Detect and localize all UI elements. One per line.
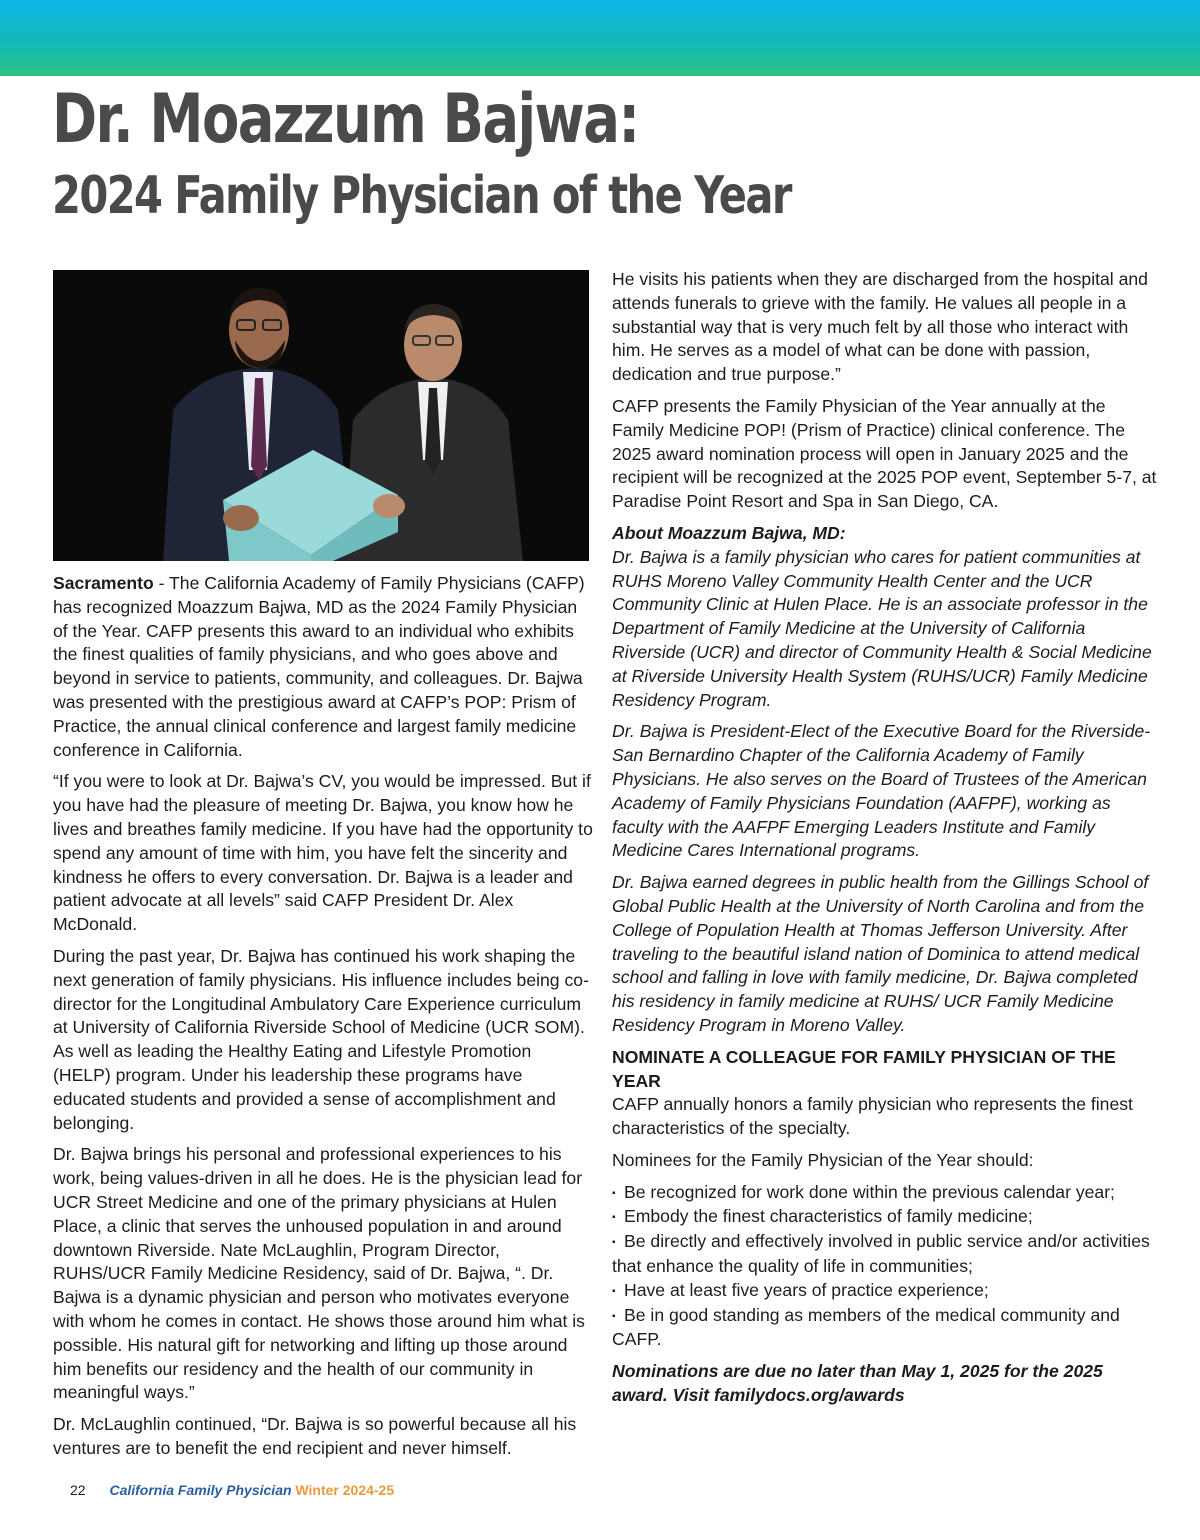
bullet-icon: ▪ xyxy=(612,1212,616,1224)
list-item: ▪ Have at least five years of practice experience; xyxy=(612,1279,1157,1304)
intro-paragraph xyxy=(53,572,593,762)
bullet-icon: ▪ xyxy=(612,1310,616,1322)
nominate-heading: NOMINATE A COLLEAGUE FOR FAMILY PHYSICIAN OF THE YEAR xyxy=(612,1046,1116,1091)
past-year-paragraph: During the past year, Dr. Bajwa has continued his work shaping the next generation of family physicians. His influence includes being co-director for the Longitudinal Ambulatory Care Experience curriculum at University of California Riverside School of Medicine (UCR SOM). As well as leading the Healthy Eating and Lifestyle Promotion (HELP) program. Under his leadership these programs have educated students and provided a sense of accomplishment and belonging. xyxy=(53,945,589,1133)
award-photo-illustration xyxy=(53,270,589,561)
list-item: ▪ Be in good standing as members of the medical community and CAFP. xyxy=(612,1304,1120,1350)
nominate-intro: CAFP annually honors a family physician who represents the finest characteristics of the specialty. xyxy=(612,1094,1133,1139)
mclaughlin-continued-paragraph: Dr. McLaughlin continued, “Dr. Bajwa is so powerful because all his ventures are to benefit the end recipient and never himself. xyxy=(53,1414,577,1458)
award-annual-paragraph: CAFP presents the Family Physician of the Year annually at the Family Medicine POP! (Prism of Practice) clinical conference. The 2025 award nomination process will open in January 2025 and the recipient will be recognized at the 2025 POP event, September 5-7, at Paradise Point Resort and Spa in San Diego, CA. xyxy=(612,395,1157,512)
magazine-title: California Family Physician xyxy=(109,1482,292,1498)
page-footer xyxy=(70,1482,394,1498)
list-item: ▪ Be directly and effectively involved in public service and/or activities that enhance the quality of life in communities; xyxy=(612,1231,1150,1277)
about-paragraph-1: Dr. Bajwa is a family physician who cares for patient communities at RUHS Moreno Valley Community Health Center and the UCR Community Clinic at Hulen Place. He is an associate professor in the Department of Family Medicine at the University of California Riverside (UCR) and director of Community Health & Social Medicine at Riverside University Health System (RUHS/UCR) Family Medicine Residency Program. xyxy=(612,546,1152,710)
intro-text: - The California Academy of Family Physicians (CAFP) has recognized Moazzum Bajwa, MD as the 2024 Family Physician of the Year. CAFP presents this award to an individual who exhibits the finest qualities of family physicians, and who goes above and beyond in service to patients, community, and colleagues. Dr. Bajwa was presented with the prestigious award at CAFP’s POP: Prism of Practice, the annual clinical conference and largest family medicine conference in California. xyxy=(53,573,585,760)
dateline: Sacramento xyxy=(53,573,154,593)
page-number: 22 xyxy=(70,1482,86,1498)
bullet-icon: ▪ xyxy=(612,1237,616,1249)
issue-label: Winter 2024-25 xyxy=(295,1482,395,1498)
about-heading: About Moazzum Bajwa, MD: xyxy=(612,522,846,543)
left-column xyxy=(53,572,593,1469)
award-photo xyxy=(53,270,589,561)
mcdonald-quote-paragraph: “If you were to look at Dr. Bajwa’s CV, you would be impressed. But if you have had the pleasure of meeting Dr. Bajwa, you know how he lives and breathes family medicine. If you have had the opportunity to spend any amount of time with him, you have felt the sincerity and kindness he offers to every conversation. Dr. Bajwa is a leader and patient advocate at all levels” said CAFP President Dr. Alex McDonald. xyxy=(53,771,593,935)
headline-name: Dr. Moazzum Bajwa: xyxy=(52,80,639,159)
about-paragraph-3: Dr. Bajwa earned degrees in public health from the Gillings School of Global Public Health at the University of North Carolina and from the College of Population Health at Thomas Jefferson University. After traveling to the beautiful island nation of Dominica to attend medical school and falling in love with family medicine, Dr. Bajwa completed his residency in family medicine at RUHS/ UCR Family Medicine Residency Program in Moreno Valley. xyxy=(612,872,1149,1035)
bullet-icon: ▪ xyxy=(612,1187,616,1199)
header-gradient-band xyxy=(0,0,1200,76)
about-paragraph-2: Dr. Bajwa is President-Elect of the Executive Board for the Riverside-San Bernardino Chapter of the California Academy of Family Physicians. He also serves on the Board of Trustees of the American Academy of Family Physicians Foundation (AAFPF), working as faculty with the AAFPF Emerging Leaders Institute and Family Medicine Cares International programs. xyxy=(612,721,1151,861)
nominations-deadline: Nominations are due no later than May 1, 2025 for the 2025 award. Visit familydocs.org/awards xyxy=(612,1361,1103,1406)
headline-award: 2024 Family Physician of the Year xyxy=(52,166,791,226)
continued-quote-paragraph: He visits his patients when they are discharged from the hospital and attends funerals to grieve with the family. He values all people in a substantial way that is very much felt by all those who interact with him. He serves as a model of what can be done with passion, dedication and true purpose.” xyxy=(612,269,1148,385)
page-headline xyxy=(52,80,1152,226)
bullet-icon: ▪ xyxy=(612,1285,616,1297)
list-item: ▪ Be recognized for work done within the previous calendar year; xyxy=(612,1181,1157,1206)
values-paragraph: Dr. Bajwa brings his personal and professional experiences to his work, being values-driven in all he does. He is the physician lead for UCR Street Medicine and one of the primary physicians at Hulen Place, a clinic that serves the unhoused population in and around downtown Riverside. Nate McLaughlin, Program Director, RUHS/UCR Family Medicine Residency, said of Dr. Bajwa, “. Dr. Bajwa is a dynamic physician and person who motivates everyone with whom he comes in contact. He shows those around him what is possible. His natural gift for networking and lifting up those around him benefits our residency and the health of our community in meaningful ways.” xyxy=(53,1144,585,1403)
right-column xyxy=(612,268,1157,1416)
nominee-criteria-list xyxy=(612,1181,1157,1353)
list-item: ▪ Embody the finest characteristics of family medicine; xyxy=(612,1205,1157,1230)
nominee-criteria-lead: Nominees for the Family Physician of the Year should: xyxy=(612,1149,1034,1170)
